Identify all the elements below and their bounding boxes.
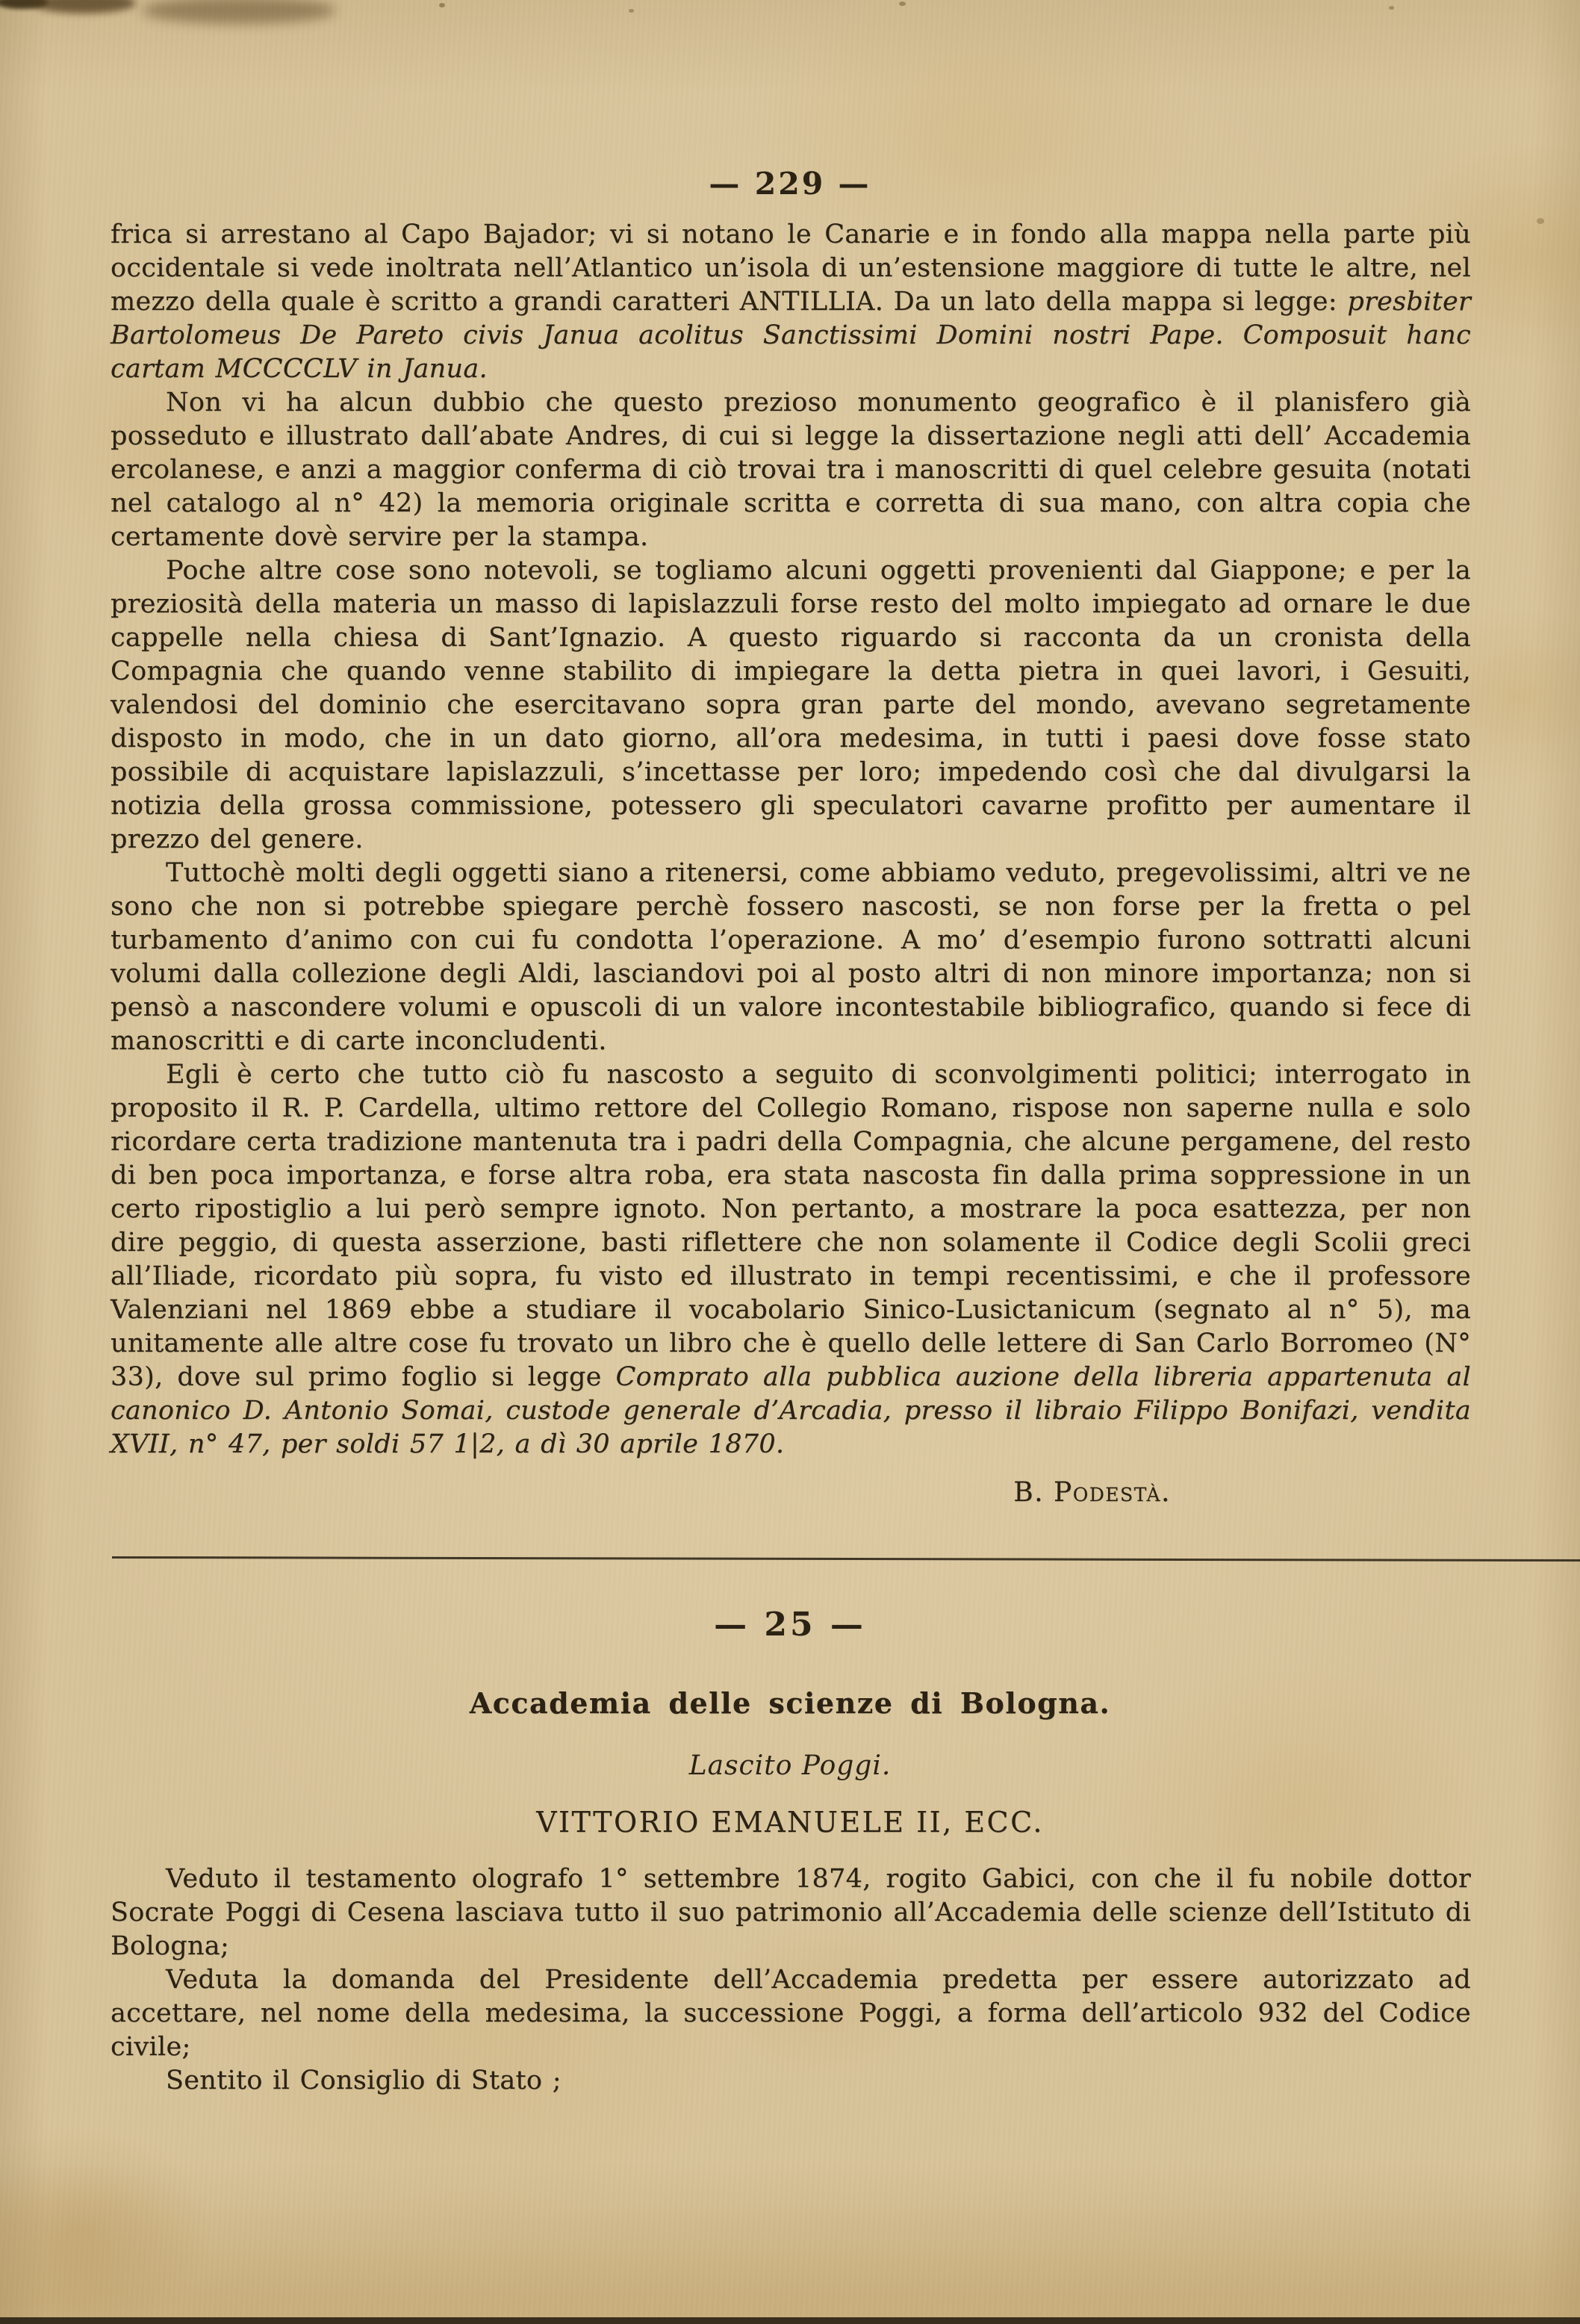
paragraph-text: Poche altre cose sono notevoli, se togliamo alcuni oggetti provenienti dal Giappone; e per la preziosità della materia un masso di lapislazzuli forse resto del molto impiegato ad ornare le due cappelle nella chiesa di Sant’Ignazio. A questo riguardo si racconta da un cronista della Compagnia che quando venne stabilito di impiegare la detta pietra in quei lavori, i Gesuiti, valendosi del dominio che esercitavano sopra gran parte del mondo, avevano segretamente disposto in modo, che in un dato giorno, all’ora medesima, in tutti i paesi dove fosse stato possibile di acquistare lapislazzuli, s’incettasse per loro; impedendo così che dal divulgarsi la notizia della grossa commissione, potessero gli speculatori cavarne profitto per aumentare il prezzo del genere. <box>111 556 1471 854</box>
paragraph <box>111 1862 1471 1963</box>
author-signature: B. Podestà. <box>1013 1477 1171 1508</box>
paper-speck <box>629 9 634 13</box>
ink-smudge <box>142 0 336 24</box>
decree-text <box>111 1862 1471 2098</box>
article-heading: Accademia delle scienze di Bologna. <box>469 1686 1111 1720</box>
article-subheading: Lascito Poggi. <box>688 1750 892 1781</box>
paragraph <box>111 857 1471 1058</box>
paragraph-text: Veduto il testamento olografo 1° settembre 1874, rogito Gabici, con che il fu nobile dottor Socrate Poggi di Cesena lasciava tutto il suo patrimonio all’Accademia delle scienze dell’Istituto di Bologna; <box>111 1864 1471 1961</box>
paper-speck <box>1537 218 1544 224</box>
paragraph-text: Veduta la domanda del Presidente dell’Accademia predetta per essere autorizzato ad accettare, nel nome della medesima, la successione Poggi, a forma dell’articolo 932 del Codice civile; <box>111 1965 1471 2062</box>
paragraph <box>111 1058 1471 1461</box>
page-number: — 229 — <box>709 166 871 202</box>
paragraph <box>111 218 1471 386</box>
paragraph-text: frica si arrestano al Capo Bajador; vi si notano le Canarie e in fondo alla mappa nella parte più occidentale si vede inoltrata nell’Atlantico un’isola di un’estensione maggiore di tutte le altre, nel mezzo della quale è scritto a grandi caratteri ANTILLIA. Da un lato della mappa si legge: <box>111 220 1471 317</box>
ink-smudge <box>31 0 136 13</box>
paragraph-text: Egli è certo che tutto ciò fu nascosto a seguito di sconvolgimenti politici; interrogato in proposito il R. P. Cardella, ultimo rettore del Collegio Romano, rispose non saperne nulla e solo ricordare certa tradizione mantenuta tra i padri della Compagnia, che alcune pergamene, del resto di ben poca importanza, e forse altra roba, era stata nascosta fin dalla prima soppressione in un certo ripostiglio a lui però sempre ignoto. Non pertanto, a mostrare la poca esattezza, per non dire peggio, di questa asserzione, basti riflettere che non solamente il Codice degli Scolii greci all’Iliade, ricordato più sopra, fu visto ed illustrato in tempi recentissimi, e che il professore Valenziani nel 1869 ebbe a studiare il vocabolario Sinico-Lusictanicum (segnato al n° 5), ma unitamente alle altre cose fu trovato un libro che è quello delle lettere di San Carlo Borromeo (N° 33), dove sul primo foglio si legge <box>111 1060 1471 1392</box>
paper-speck <box>1389 6 1394 10</box>
paragraph <box>111 554 1471 857</box>
royal-decree-heading: VITTORIO EMANUELE II, ECC. <box>536 1806 1044 1839</box>
paragraph-text: Sentito il Consiglio di Stato ; <box>166 2066 562 2095</box>
latin-quote: presbiter Bartolomeus De Pareto civis Janua acolitus Sanctissimi Domini nostri Pape. Composuit hanc cartam MCCCCLV in Janua. <box>111 287 1471 384</box>
paper-speck <box>899 1 906 6</box>
paragraph-text: Tuttochè molti degli oggetti siano a ritenersi, come abbiamo veduto, pregevolissimi, altri ve ne sono che non si potrebbe spiegare perchè fossero nascosti, se non forse per la fretta o pel turbamento d’animo con cui fu condotta l’operazione. A mo’ d’esempio furono sottratti alcuni volumi dalla collezione degli Aldi, lasciandovi poi al posto altri di non minore importanza; non si pensò a nascondere volumi e opuscoli di un valore incontestabile bibliografico, quando si fece di manoscritti e di carte inconcludenti. <box>111 858 1471 1056</box>
paper-speck <box>439 3 445 7</box>
paragraph <box>111 1963 1471 2064</box>
book-inscription-quote: Comprato alla pubblica auzione della libreria appartenuta al canonico D. Antonio Somai, custode generale d’Arcadia, presso il libraio Filippo Bonifazi, vendita XVII, n° 47, per soldi 57 1|2, a dì 30 aprile 1870. <box>111 1362 1471 1459</box>
paragraph <box>111 2064 1471 2098</box>
paragraph-text: Non vi ha alcun dubbio che questo prezioso monumento geografico è il planisfero già posseduto e illustrato dall’abate Andres, di cui si legge la dissertazione negli atti dell’ Accademia ercolanese, e anzi a maggior conferma di ciò trovai tra i manoscritti di quel celebre gesuita (notati nel catalogo al n° 42) la memoria originale scritta e corretta di sua mano, con altra copia che certamente dovè servire per la stampa. <box>111 388 1471 552</box>
section-divider-rule <box>112 1556 1580 1562</box>
paragraph <box>111 386 1471 554</box>
section-number: — 25 — <box>714 1606 866 1644</box>
scan-bottom-edge <box>0 2317 1580 2324</box>
article-continuation-text <box>111 218 1471 1461</box>
